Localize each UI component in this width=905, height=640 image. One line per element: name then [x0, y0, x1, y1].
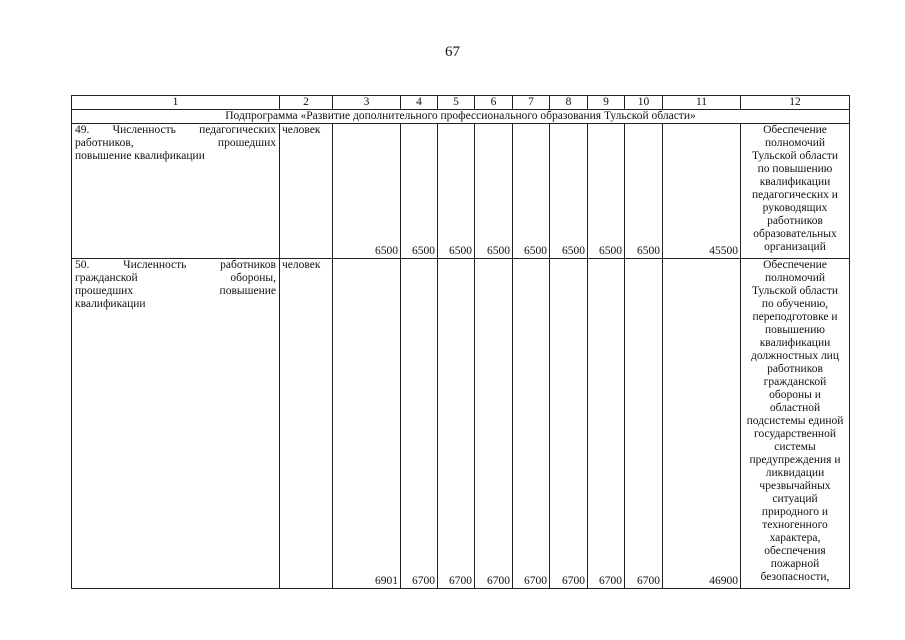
indicator-name — [72, 259, 280, 589]
note-line: системы — [774, 441, 816, 453]
column-number-row — [72, 96, 850, 110]
column-number: 12 — [741, 96, 850, 110]
value-cell: 6500 — [625, 124, 663, 259]
column-number: 9 — [588, 96, 625, 110]
column-number: 8 — [550, 96, 588, 110]
note-line: областной — [769, 402, 821, 414]
indicator-name-line: гражданской обороны, — [75, 272, 276, 284]
note-line: Тульской области — [751, 150, 838, 162]
note-line: безопасности, — [760, 571, 830, 583]
table-row — [72, 124, 850, 259]
value-cell: 6700 — [475, 259, 513, 589]
note-line: полномочий — [765, 272, 825, 284]
note-line: квалификации — [759, 176, 831, 188]
column-number: 1 — [72, 96, 280, 110]
note-line: государственной — [754, 428, 836, 440]
column-number: 2 — [280, 96, 333, 110]
note-line: организаций — [764, 241, 826, 253]
unit-cell: человек — [280, 259, 333, 589]
indicator-name-line: квалификации — [75, 298, 146, 310]
note-line: пожарной — [770, 558, 820, 570]
indicator-name-line: повышение квалификации — [75, 150, 205, 162]
value-cell: 6901 — [333, 259, 401, 589]
value-cell: 6500 — [550, 124, 588, 259]
note-line: подсистемы единой — [746, 415, 844, 427]
note-line: переподготовке и — [752, 311, 838, 323]
value-cell: 6700 — [401, 259, 438, 589]
unit-cell: человек — [280, 124, 333, 259]
note-line: Обеспечение — [763, 124, 827, 136]
value-cell: 6500 — [475, 124, 513, 259]
note-line: ликвидации — [765, 467, 825, 479]
note-line: природного и — [761, 506, 829, 518]
note-line: по повышению — [757, 163, 833, 175]
note-line: работников — [767, 215, 823, 227]
indicator-name-line: прошедших повышение — [75, 285, 276, 297]
indicator-name-line: работников, прошедших — [75, 137, 276, 149]
note-line: обороны и — [769, 389, 821, 401]
indicator-name-line: 49. Численность педагогических — [75, 124, 276, 136]
subprogram-title: Подпрограмма «Развитие дополнительного профессионального образования Тульской области» — [72, 110, 850, 124]
note-cell — [741, 124, 850, 259]
note-line: полномочий — [765, 137, 825, 149]
indicator-name — [72, 124, 280, 259]
note-cell — [741, 259, 850, 589]
column-number: 3 — [333, 96, 401, 110]
value-cell: 6700 — [513, 259, 550, 589]
note-line: техногенного — [762, 519, 828, 531]
note-line: предупреждения и — [749, 454, 841, 466]
value-cell: 6500 — [401, 124, 438, 259]
note-line: Обеспечение — [763, 259, 827, 271]
note-line: чрезвычайных — [759, 480, 831, 492]
note-line: квалификации — [759, 337, 831, 349]
table-row — [72, 259, 850, 589]
column-number: 4 — [401, 96, 438, 110]
note-line: образовательных — [753, 228, 837, 240]
indicator-name-line: 50. Численность работников — [75, 259, 276, 271]
subprogram-row — [72, 110, 850, 124]
value-cell: 6500 — [438, 124, 475, 259]
total-cell: 45500 — [663, 124, 741, 259]
value-cell: 6500 — [333, 124, 401, 259]
note-line: Тульской области — [751, 285, 838, 297]
note-line: руководящих — [762, 202, 828, 214]
note-line: по обучению, — [761, 298, 829, 310]
column-number: 5 — [438, 96, 475, 110]
note-line: повышению — [765, 324, 825, 336]
value-cell: 6500 — [513, 124, 550, 259]
total-cell: 46900 — [663, 259, 741, 589]
indicators-table — [71, 95, 850, 589]
value-cell: 6700 — [625, 259, 663, 589]
page-number: 67 — [445, 44, 460, 60]
note-line: педагогических и — [752, 189, 838, 201]
value-cell: 6500 — [588, 124, 625, 259]
value-cell: 6700 — [550, 259, 588, 589]
note-line: гражданской — [763, 376, 827, 388]
column-number: 10 — [625, 96, 663, 110]
column-number: 7 — [513, 96, 550, 110]
value-cell: 6700 — [588, 259, 625, 589]
note-line: работников — [767, 363, 823, 375]
note-line: характера, — [769, 532, 821, 544]
note-line: ситуаций — [772, 493, 818, 505]
note-line: обеспечения — [764, 545, 826, 557]
column-number: 11 — [663, 96, 741, 110]
column-number: 6 — [475, 96, 513, 110]
note-line: должностных лиц — [750, 350, 839, 362]
value-cell: 6700 — [438, 259, 475, 589]
